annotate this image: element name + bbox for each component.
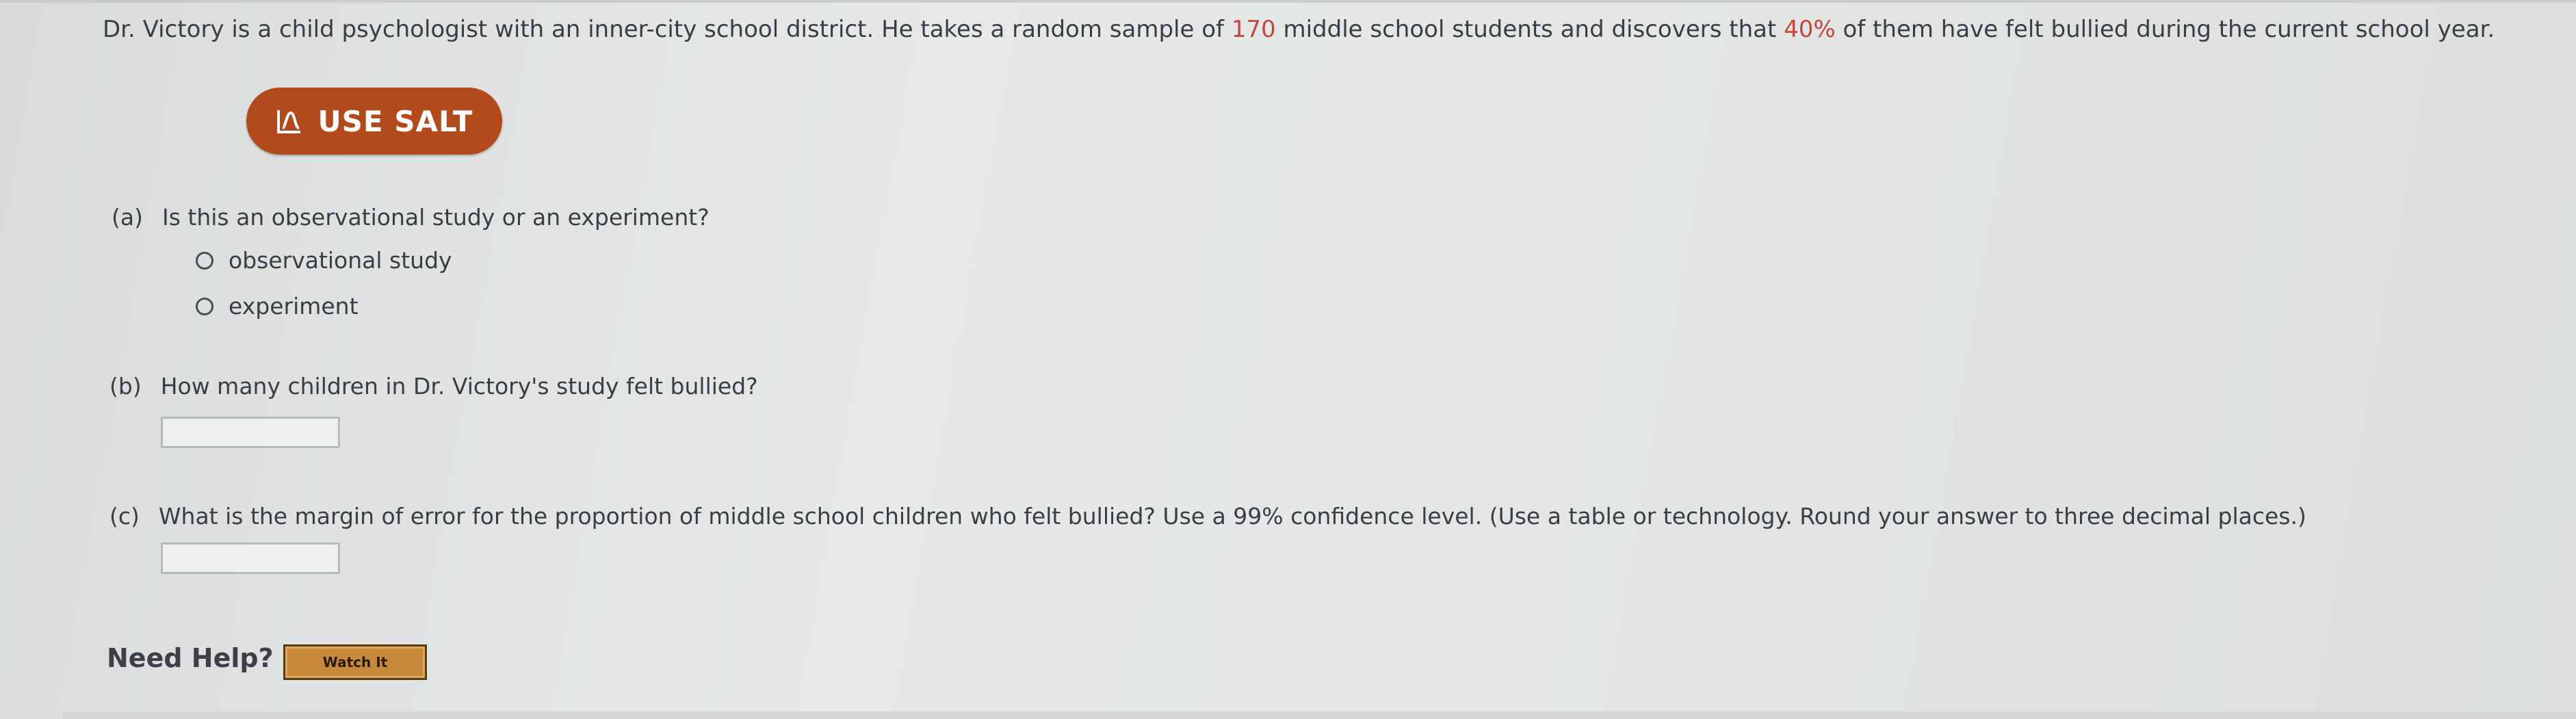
top-divider (0, 0, 2576, 3)
part-a-prompt (112, 204, 710, 231)
salt-icon (276, 107, 303, 135)
percent-value: 40% (1784, 16, 1836, 43)
sample-size-value: 170 (1231, 16, 1276, 43)
question-text (103, 12, 2495, 47)
question-text-part-1: Dr. Victory is a child psychologist with an inner-city school district. He takes a random sample of (103, 16, 1232, 43)
part-c-question-end: or technology. Round your answer to three decimal places.) (1626, 503, 2306, 530)
bottom-divider (63, 711, 2576, 719)
use-salt-label: USE SALT (317, 104, 473, 138)
option-observational-study[interactable] (196, 247, 452, 274)
option-experiment[interactable] (196, 293, 359, 319)
radio-experiment[interactable] (196, 298, 213, 315)
option-experiment-label: experiment (229, 293, 359, 319)
question-text-part-3: of them have felt bullied during the current school year. (1835, 16, 2495, 43)
need-help-label: Need Help? (107, 643, 274, 673)
watch-it-button[interactable]: Watch It (283, 644, 427, 680)
part-b-question: How many children in Dr. Victory's study felt bullied? (160, 373, 758, 400)
use-salt-button[interactable] (246, 88, 502, 155)
option-observational-study-label: observational study (229, 247, 452, 274)
part-b-answer-input[interactable] (161, 417, 340, 448)
part-c-answer-input[interactable] (161, 542, 340, 574)
part-b-tag: (b) (109, 373, 142, 400)
part-c-tag: (c) (109, 503, 140, 530)
part-b-prompt (109, 373, 758, 400)
radio-observational-study[interactable] (196, 252, 213, 270)
table-link[interactable]: table (1568, 503, 1626, 530)
part-c-prompt (109, 503, 2306, 530)
part-a-question: Is this an observational study or an experiment? (161, 204, 710, 231)
part-a-tag: (a) (112, 204, 143, 231)
part-c-question-start: What is the margin of error for the proportion of middle school children who felt bullied? Use a 99% confidence level. (Use a (158, 503, 1569, 530)
question-text-part-2: middle school students and discovers that (1275, 16, 1784, 43)
